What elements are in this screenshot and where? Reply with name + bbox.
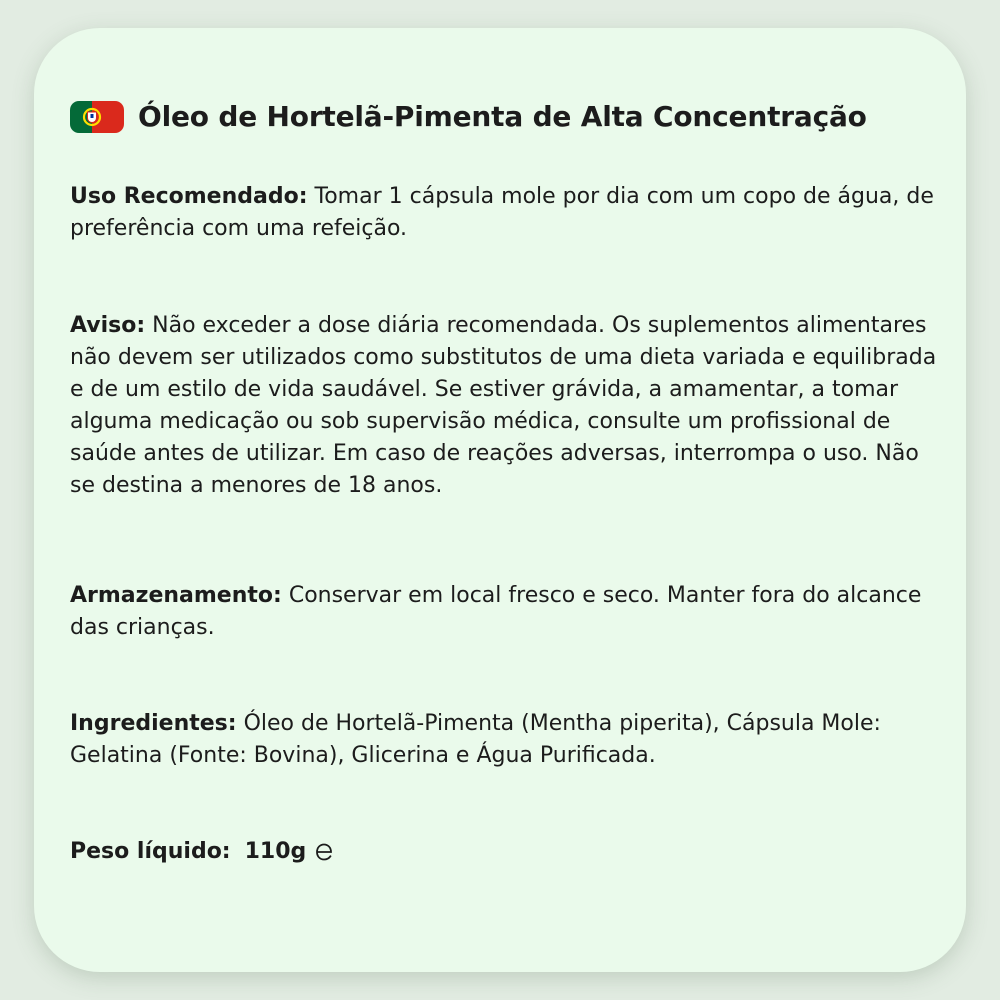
net-weight-label: Peso líquido: <box>70 839 231 864</box>
warning-section <box>70 310 950 502</box>
usage-text: Tomar 1 cápsula mole por dia com um copo de água, de preferência com uma refeição. <box>70 184 934 241</box>
usage-label: Uso Recomendado: <box>70 184 308 209</box>
estimated-sign-icon <box>314 841 334 863</box>
warning-text: Não exceder a dose diária recomendada. Os suplementos alimentares não devem ser utilizados como substitutos de uma dieta variada e equilibrada e de um estilo de vida saudável. Se estiver grávida, a amamentar, a tomar alguma medicação ou sob supervisão médica, consulte um profissional de saúde antes de utilizar. Em caso de reações adversas, interrompa o uso. Não se destina a menores de 18 anos. <box>70 313 937 498</box>
usage-section <box>70 181 950 245</box>
storage-section <box>70 580 950 644</box>
title-row <box>70 100 867 133</box>
ingredients-text: Óleo de Hortelã-Pimenta (Mentha piperita), Cápsula Mole: Gelatina (Fonte: Bovina), Glicerina e Água Purificada. <box>70 711 881 768</box>
storage-text: Conservar em local fresco e seco. Manter fora do alcance das crianças. <box>70 583 922 640</box>
page-title: Óleo de Hortelã-Pimenta de Alta Concentração <box>138 100 867 133</box>
info-card <box>34 28 966 972</box>
net-weight-row <box>70 836 334 868</box>
storage-label: Armazenamento: <box>70 583 282 608</box>
net-weight-value: 110g <box>244 839 307 864</box>
warning-label: Aviso: <box>70 313 146 338</box>
ingredients-section <box>70 708 950 772</box>
portugal-flag-icon <box>70 101 124 133</box>
ingredients-label: Ingredientes: <box>70 711 237 736</box>
